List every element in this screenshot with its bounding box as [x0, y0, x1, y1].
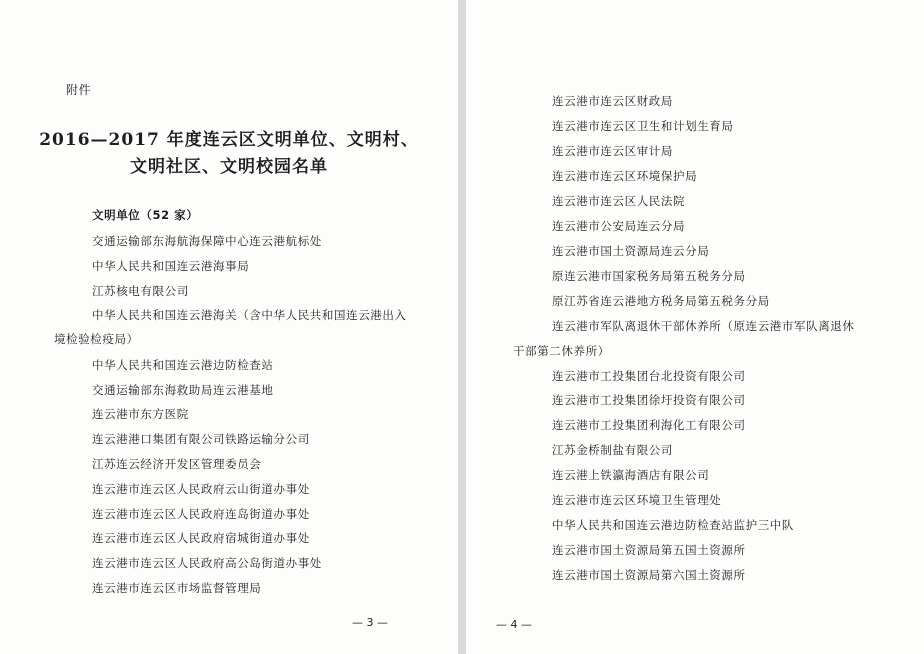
page-number: — 3 —: [352, 616, 388, 629]
list-item: 连云港市军队离退休干部休养所（原连云港市军队离退休: [552, 319, 855, 333]
list-item: 中华人民共和国连云港边防检查站: [92, 358, 274, 372]
list-item: 连云港港口集团有限公司铁路运输分公司: [92, 432, 310, 446]
document-title-line-2: 文明社区、文明校园名单: [130, 157, 328, 177]
list-item: 原连云港市国家税务局第五税务分局: [552, 269, 746, 283]
list-item-continuation: 境检验检疫局）: [54, 332, 139, 346]
left-page: [0, 0, 458, 654]
list-item: 中华人民共和国连云港海事局: [92, 259, 250, 273]
list-item: 连云港市连云区人民政府宿城街道办事处: [92, 531, 310, 545]
list-item: 连云港市连云区审计局: [552, 144, 673, 158]
list-item: 江苏连云经济开发区管理委员会: [92, 457, 262, 471]
list-item: 江苏核电有限公司: [92, 284, 189, 298]
list-item: 连云港市国土资源局连云分局: [552, 244, 710, 258]
list-item: 原江苏省连云港地方税务局第五税务分局: [552, 294, 770, 308]
page-number: — 4 —: [496, 618, 532, 631]
list-item: 连云港市连云区环境保护局: [552, 169, 698, 183]
list-item-continuation: 干部第二休养所）: [513, 344, 610, 358]
right-page: [466, 0, 924, 654]
list-item: 交通运输部东海航海保障中心连云港航标处: [92, 234, 322, 248]
list-item: 连云港市东方医院: [92, 407, 189, 421]
list-item: 连云港市国土资源局第六国土资源所: [552, 568, 746, 582]
list-item: 连云港市连云区人民政府云山街道办事处: [92, 482, 310, 496]
section-heading: 文明单位（52 家）: [92, 208, 199, 222]
list-item: 连云港市工投集团徐圩投资有限公司: [552, 393, 746, 407]
list-item: 交通运输部东海救助局连云港基地: [92, 383, 274, 397]
list-item: 连云港市工投集团利海化工有限公司: [552, 418, 746, 432]
list-item: 中华人民共和国连云港海关（含中华人民共和国连云港出入: [92, 308, 407, 322]
list-item: 连云港市连云区财政局: [552, 94, 673, 108]
list-item: 连云港市公安局连云分局: [552, 219, 686, 233]
attachment-label: 附件: [66, 83, 92, 97]
list-item: 中华人民共和国连云港边防检查站监护三中队: [552, 518, 794, 532]
list-item: 连云港市连云区环境卫生管理处: [552, 493, 722, 507]
list-item: 连云港市连云区卫生和计划生育局: [552, 119, 734, 133]
list-item: 连云港市连云区人民政府高公岛街道办事处: [92, 556, 322, 570]
list-item: 连云港市连云区人民政府连岛街道办事处: [92, 507, 310, 521]
list-item: 连云港市连云区人民法院: [552, 194, 686, 208]
list-item: 江苏金桥制盐有限公司: [552, 443, 673, 457]
list-item: 连云港上铁瀛海酒店有限公司: [552, 468, 710, 482]
list-item: 连云港市国土资源局第五国土资源所: [552, 543, 746, 557]
list-item: 连云港市工投集团台北投资有限公司: [552, 369, 746, 383]
list-item: 连云港市连云区市场监督管理局: [92, 581, 262, 595]
document-title-line-1: 2016—2017 年度连云区文明单位、文明村、: [39, 130, 419, 150]
